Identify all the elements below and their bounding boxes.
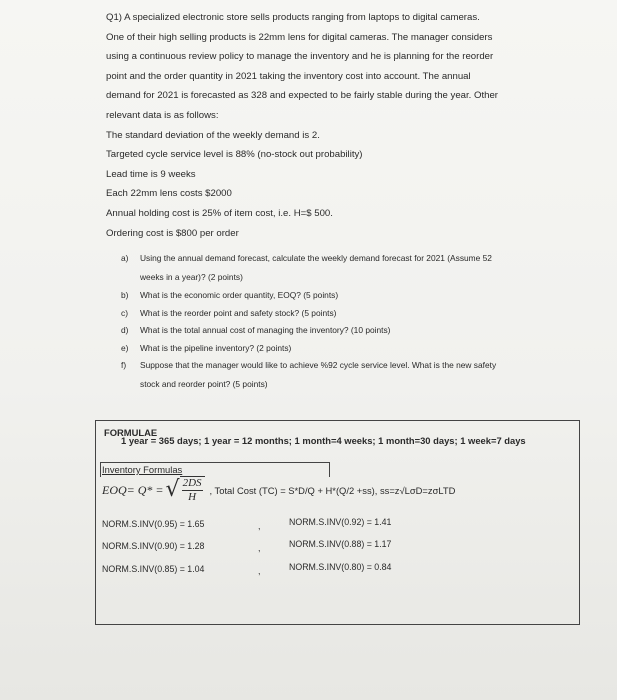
data-line: The standard deviation of the weekly demand is 2. xyxy=(106,129,320,141)
subquestion-text: Using the annual demand forecast, calculate the weekly demand forecast for 2021 (Assume 52 xyxy=(140,253,492,263)
total-cost-formula: , Total Cost (TC) = S*D/Q + H*(Q/2 +ss), ss=z√LσD=zσLTD xyxy=(209,484,456,496)
question-line: relevant data is as follows: xyxy=(106,109,219,121)
norm-value: NORM.S.INV(0.85) = 1.04 xyxy=(102,564,205,574)
inventory-formulas-heading: Inventory Formulas xyxy=(102,464,183,475)
norm-value: NORM.S.INV(0.90) = 1.28 xyxy=(102,541,205,551)
question-line: using a continuous review policy to manage the inventory and he is planning for the reorder xyxy=(106,51,494,63)
question-line: Q1) A specialized electronic store sells products ranging from laptops to digital cameras. xyxy=(106,12,480,23)
norm-value: NORM.S.INV(0.80) = 0.84 xyxy=(289,562,392,572)
subquestion-text-continued: weeks in a year)? (2 points) xyxy=(140,271,243,282)
formulae-box xyxy=(95,420,580,625)
subquestion-text-continued: stock and reorder point? (5 points) xyxy=(140,379,268,390)
subquestion-label: a) xyxy=(121,253,129,263)
norm-value: NORM.S.INV(0.92) = 1.41 xyxy=(289,517,392,527)
subquestion-text: What is the total annual cost of managing the inventory? (10 points) xyxy=(140,325,391,336)
question-block xyxy=(106,8,586,243)
data-line: Ordering cost is $800 per order xyxy=(106,227,239,239)
separator: , xyxy=(258,543,261,553)
subquestion-d xyxy=(121,322,561,340)
norm-value: NORM.S.INV(0.95) = 1.65 xyxy=(102,519,205,529)
eoq-fraction xyxy=(180,476,205,504)
data-line: Targeted cycle service level is 88% (no-stock out probability) xyxy=(106,149,363,161)
radical-sign-icon: √ xyxy=(165,477,180,502)
data-line: Each 22mm lens costs $2000 xyxy=(106,188,232,200)
separator: , xyxy=(258,566,261,576)
subquestion-text: What is the reorder point and safety stock? (5 points) xyxy=(140,307,337,318)
question-line: One of their high selling products is 22mm lens for digital cameras. The manager considers xyxy=(106,31,493,43)
square-root xyxy=(166,476,205,504)
subquestion-b xyxy=(121,287,561,305)
data-line: Lead time is 9 weeks xyxy=(106,168,196,180)
question-line: point and the order quantity in 2021 taking the inventory cost into account. The annual xyxy=(106,70,471,82)
subquestion-label: c) xyxy=(121,307,128,318)
eoq-lhs: EOQ= Q* = xyxy=(102,482,164,497)
subquestion-a xyxy=(121,250,561,268)
subquestion-text: Suppose that the manager would like to achieve %92 cycle service level. What is the new safety xyxy=(140,360,497,371)
subquestion-label: e) xyxy=(121,342,129,353)
subquestion-list xyxy=(121,250,561,395)
subquestion-label: d) xyxy=(121,325,129,336)
subquestion-label: f) xyxy=(121,360,127,371)
eoq-denominator: H xyxy=(188,491,197,503)
question-line: demand for 2021 is forecasted as 328 and expected to be fairly stable during the year. Other xyxy=(106,90,498,102)
separator: , xyxy=(258,521,261,531)
time-conversions: 1 year = 365 days; 1 year = 12 months; 1 month=4 weeks; 1 month=30 days; 1 week=7 days xyxy=(121,435,526,446)
formulae-heading: FORMULAE xyxy=(104,427,158,438)
eoq-formula xyxy=(102,476,455,504)
norm-value: NORM.S.INV(0.88) = 1.17 xyxy=(289,539,392,549)
subquestion-f xyxy=(121,357,561,375)
data-line: Annual holding cost is 25% of item cost, i.e. H=$ 500. xyxy=(106,207,333,219)
subquestion-e xyxy=(121,340,561,358)
eoq-numerator: 2DS xyxy=(182,477,202,489)
subquestion-label: b) xyxy=(121,290,129,301)
subquestion-text: What is the pipeline inventory? (2 points) xyxy=(140,342,292,353)
subquestion-text: What is the economic order quantity, EOQ? (5 points) xyxy=(140,290,339,301)
subquestion-c xyxy=(121,305,561,323)
